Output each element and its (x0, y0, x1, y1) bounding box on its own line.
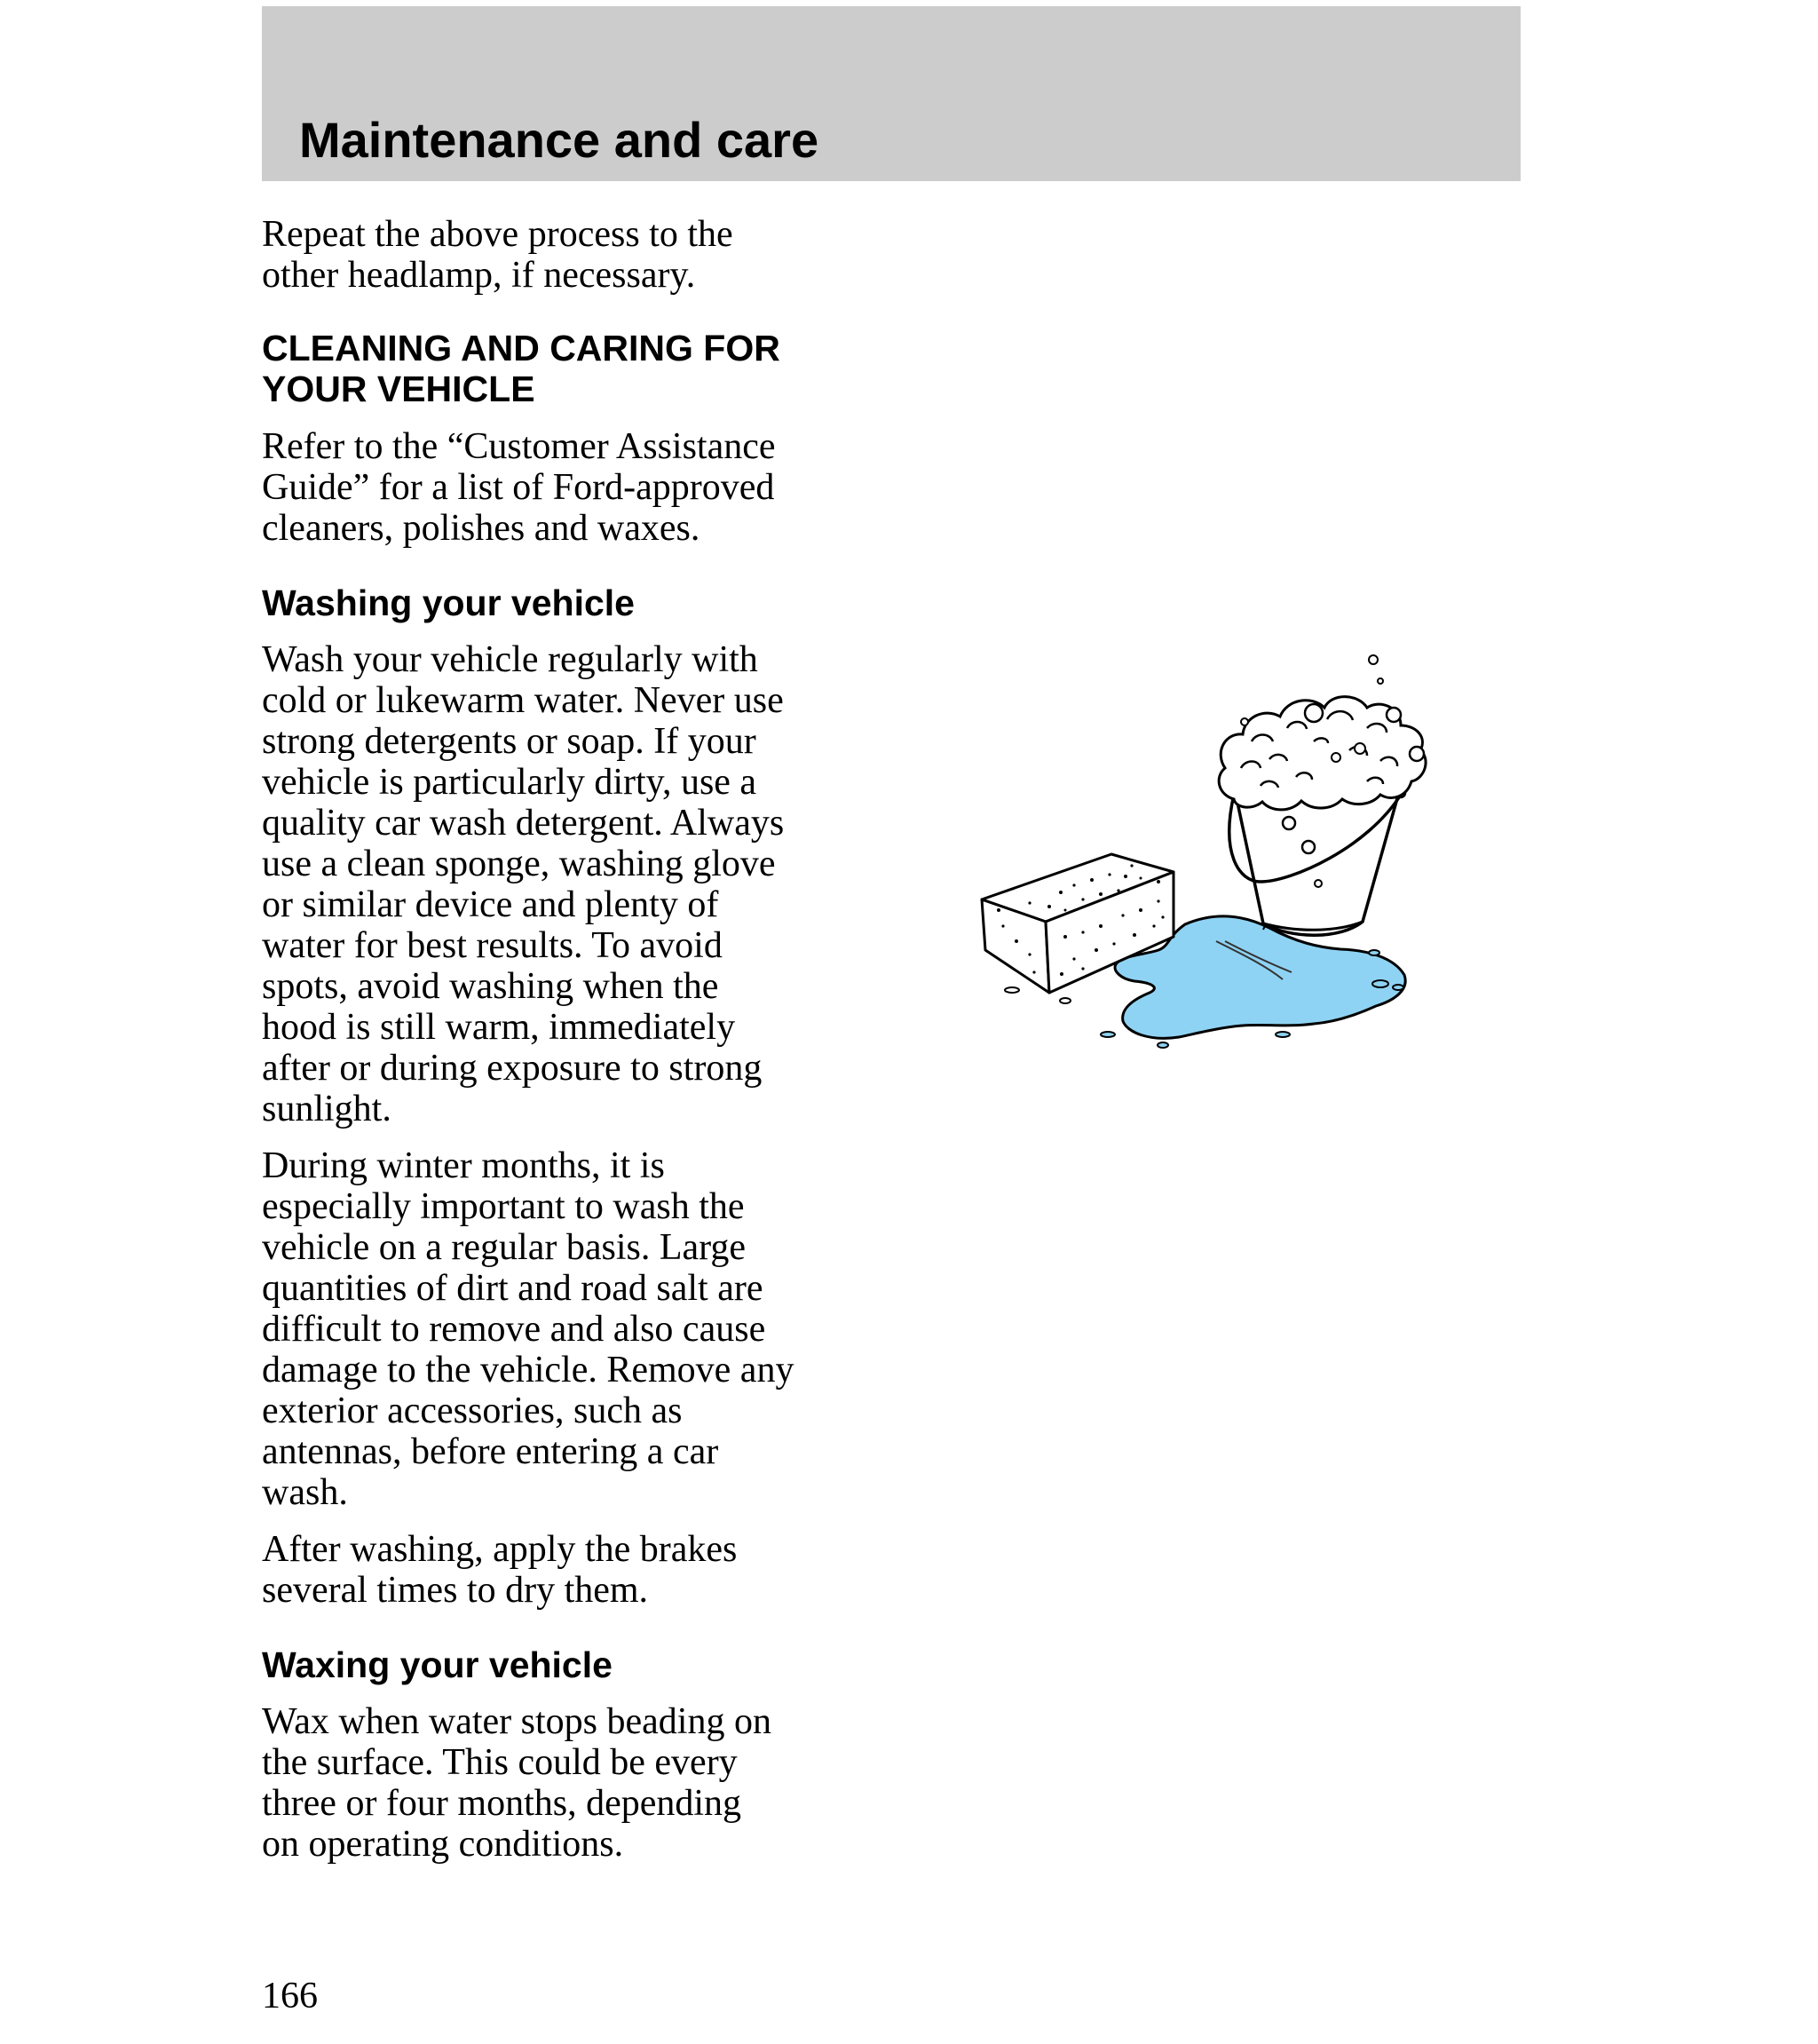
washing-paragraph-1: Wash your vehicle regularly with cold or lukewarm water. Never use strong detergents or soap. If your vehicle is particularly dirty, use a quality car wash detergent. Always use a clean sponge, washing glove or similar device and plenty of water for best results. To avoid spots, avoid washing when the hood is still warm, immediately after or during exposure to strong sunlight. (262, 639, 785, 1129)
washing-paragraph-2: During winter months, it is especially important to wash the vehicle on a regular basis. Large quantities of dirt and road salt are difficult to remove and also cause damage to the vehicle. Remove any exterior accessories, such as antennas, before entering a car wash. (262, 1145, 794, 1513)
cleaning-heading: CLEANING AND CARING FOR YOUR VEHICLE (262, 328, 780, 409)
soap-bucket-sponge-icon (976, 644, 1474, 1061)
intro-paragraph: Repeat the above process to the other headlamp, if necessary. (262, 214, 733, 296)
cleaning-paragraph: Refer to the “Customer Assistance Guide” for a list of Ford-approved cleaners, polishes and waxes. (262, 426, 776, 549)
waxing-paragraph: Wax when water stops beading on the surface. This could be every three or four months, depending on operating conditions. (262, 1701, 771, 1865)
waxing-heading: Waxing your vehicle (262, 1644, 613, 1685)
section-title: Maintenance and care (299, 112, 819, 168)
page-number: 166 (262, 1976, 318, 2016)
washing-heading: Washing your vehicle (262, 582, 635, 623)
text-column (262, 214, 901, 1865)
washing-paragraph-3: After washing, apply the brakes several times to dry them. (262, 1529, 738, 1611)
